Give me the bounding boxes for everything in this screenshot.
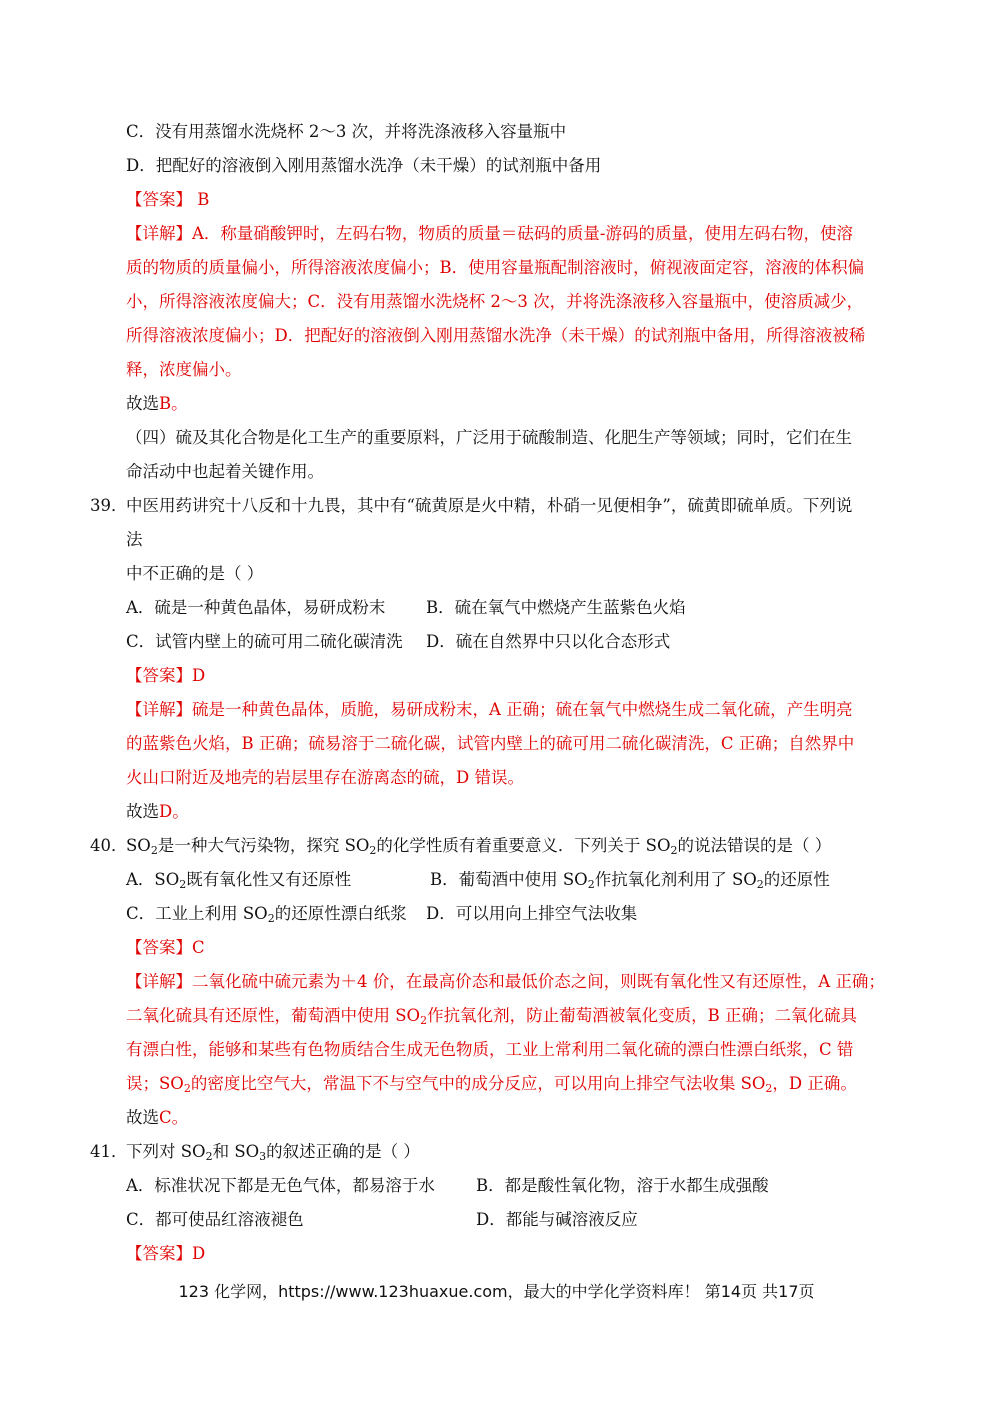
- stem-part: 下列对 SO: [126, 1142, 206, 1161]
- page-footer: 123 化学网，https://www.123huaxue.com，最大的中学化学资料库！ 第14页 共17页: [178, 1282, 815, 1301]
- q40-option-c: [126, 903, 407, 925]
- answer-label: 【答案】: [126, 938, 192, 957]
- q40-option-a: [126, 869, 351, 891]
- q38-option-d: D．把配好的溶液倒入刚用蒸馏水洗净（未干燥）的试剂瓶中备用: [126, 156, 602, 175]
- subscript: 2: [179, 878, 187, 891]
- detail-part: 误；SO: [126, 1074, 184, 1093]
- option-part: 的还原性漂白纸浆: [274, 904, 407, 923]
- q39-option-a: A．硫是一种黄色晶体，易研成粉末: [126, 598, 386, 617]
- q41-stem: [126, 1141, 420, 1163]
- answer-value: C: [192, 938, 205, 957]
- q39-detail-line-1: [126, 699, 853, 721]
- q39-stem-line-1: 中医用药讲究十八反和十九畏，其中有“硫黄原是火中精，朴硝一见便相争”，硫黄即硫单质。下列说: [126, 496, 853, 515]
- q38-option-c: C．没有用蒸馏水洗烧杯 2～3 次，并将洗涤液移入容量瓶中: [126, 122, 567, 141]
- q38-detail-line-5: 释，浓度偏小。: [126, 360, 242, 379]
- q39-option-c: C．试管内壁上的硫可用二硫化碳清洗: [126, 632, 403, 651]
- detail-part: 的密度比空气大，常温下不与空气中的成分反应，可以用向上排空气法收集 SO: [190, 1074, 766, 1093]
- q39-detail-line-3: 火山口附近及地壳的岩层里存在游离态的硫，D 错误。: [126, 768, 524, 787]
- subscript: 2: [369, 844, 377, 857]
- q39-detail-line-2: 的蓝紫色火焰，B 正确；硫易溶于二硫化碳，试管内壁上的硫可用二硫化碳清洗，C 正确；自然界中: [126, 734, 855, 753]
- subscript: 2: [150, 844, 158, 857]
- stem-part: 和 SO: [212, 1142, 260, 1161]
- subscript: 2: [267, 912, 275, 925]
- q39-number: 39．: [90, 496, 128, 515]
- q40-detail-line-1: [126, 971, 885, 993]
- option-part: 作抗氧化剂利用了 SO: [594, 870, 757, 889]
- detail-label: 【详解】: [126, 972, 192, 991]
- choose-value: B。: [159, 394, 188, 413]
- q38-detail-line-4: 所得溶液浓度偏小；D．把配好的溶液倒入刚用蒸馏水洗净（未干燥）的试剂瓶中备用，所得溶液被稀: [126, 326, 866, 345]
- q39-stem-line-3: 中不正确的是（ ）: [126, 564, 264, 583]
- q40-stem: [126, 835, 831, 857]
- detail-part: 作抗氧化剂，防止葡萄酒被氧化变质，B 正确；二氧化硫具: [427, 1006, 857, 1025]
- q40-number: 40．: [90, 836, 128, 855]
- option-part: C．工业上利用 SO: [126, 904, 268, 923]
- subscript: 2: [756, 878, 764, 891]
- stem-part: 的化学性质有着重要意义．下列关于 SO: [376, 836, 671, 855]
- choose-value: C。: [159, 1108, 189, 1127]
- detail-label: 【详解】: [126, 224, 192, 243]
- q38-choose: [126, 393, 188, 415]
- q38-detail-line-3: 小，所得溶液浓度偏大；C．没有用蒸馏水洗烧杯 2～3 次，并将洗涤液移入容量瓶中，使溶质减少，: [126, 292, 864, 311]
- subscript: 2: [670, 844, 678, 857]
- subscript: 3: [259, 1150, 267, 1163]
- section4-line-2: 命活动中也起着关键作用。: [126, 462, 324, 481]
- q39-choose: [126, 801, 189, 823]
- detail-part: 二氧化硫具有还原性，葡萄酒中使用 SO: [126, 1006, 421, 1025]
- subscript: 2: [205, 1150, 213, 1163]
- stem-part: SO: [126, 836, 151, 855]
- answer-label: 【答案】: [126, 190, 192, 209]
- choose-prefix: 故选: [126, 394, 159, 413]
- q41-answer: [126, 1243, 205, 1265]
- q40-detail-line-2: [126, 1005, 857, 1027]
- q41-option-d: D．都能与碱溶液反应: [476, 1210, 638, 1229]
- choose-value: D。: [159, 802, 189, 821]
- q39-answer: [126, 665, 205, 687]
- section4-line-1: （四）硫及其化合物是化工生产的重要原料，广泛用于硫酸制造、化肥生产等领域；同时，它们在生: [126, 428, 852, 447]
- detail-part: ，D 正确。: [772, 1074, 857, 1093]
- q39-option-d: D．硫在自然界中只以化合态形式: [426, 632, 671, 651]
- option-part: 既有氧化性又有还原性: [186, 870, 352, 889]
- subscript: 2: [420, 1014, 428, 1027]
- subscript: 2: [183, 1082, 191, 1095]
- stem-part: 的说法错误的是（ ）: [677, 836, 832, 855]
- q38-detail-line-1: [126, 223, 853, 245]
- q40-detail-line-3: 有漂白性，能够和某些有色物质结合生成无色物质，工业上常利用二氧化硫的漂白性漂白纸浆，C 错: [126, 1040, 854, 1059]
- q38-answer: [126, 189, 209, 211]
- answer-label: 【答案】: [126, 1244, 192, 1263]
- q38-detail-line-2: 质的物质的质量偏小，所得溶液浓度偏小；B．使用容量瓶配制溶液时，俯视液面定容，溶液的体积偏: [126, 258, 865, 277]
- detail-text: 二氧化硫中硫元素为＋4 价，在最高价态和最低价态之间，则既有氧化性又有还原性，A 正确；: [192, 972, 885, 991]
- option-part: B．葡萄酒中使用 SO: [430, 870, 588, 889]
- detail-text: 硫是一种黄色晶体，质脆，易研成粉末，A 正确；硫在氧气中燃烧生成二氧化硫，产生明亮: [192, 700, 853, 719]
- q41-option-b: B．都是酸性氧化物，溶于水都生成强酸: [476, 1176, 769, 1195]
- choose-prefix: 故选: [126, 802, 159, 821]
- option-part: A．SO: [126, 870, 180, 889]
- answer-value: D: [192, 1244, 206, 1263]
- q40-answer: [126, 937, 205, 959]
- q39-stem-line-2: 法: [126, 530, 143, 549]
- q40-choose: [126, 1107, 188, 1129]
- choose-prefix: 故选: [126, 1108, 159, 1127]
- answer-value: B: [197, 190, 210, 209]
- q40-option-b: [430, 869, 830, 891]
- subscript: 2: [765, 1082, 773, 1095]
- detail-label: 【详解】: [126, 700, 192, 719]
- stem-part: 是一种大气污染物，探究 SO: [157, 836, 370, 855]
- answer-label: 【答案】: [126, 666, 192, 685]
- stem-part: 的叙述正确的是（ ）: [266, 1142, 420, 1161]
- q41-option-c: C．都可使品红溶液褪色: [126, 1210, 304, 1229]
- q41-number: 41．: [90, 1142, 128, 1161]
- detail-text: A．称量硝酸钾时，左码右物，物质的质量＝砝码的质量-游码的质量，使用左码右物，使溶: [192, 224, 853, 243]
- subscript: 2: [587, 878, 595, 891]
- q39-option-b: B．硫在氧气中燃烧产生蓝紫色火焰: [426, 598, 686, 617]
- q40-detail-line-4: [126, 1073, 857, 1095]
- q41-option-a: A．标准状况下都是无色气体，都易溶于水: [126, 1176, 435, 1195]
- q40-option-d: D．可以用向上排空气法收集: [426, 904, 638, 923]
- answer-value: D: [192, 666, 206, 685]
- option-part: 的还原性: [763, 870, 830, 889]
